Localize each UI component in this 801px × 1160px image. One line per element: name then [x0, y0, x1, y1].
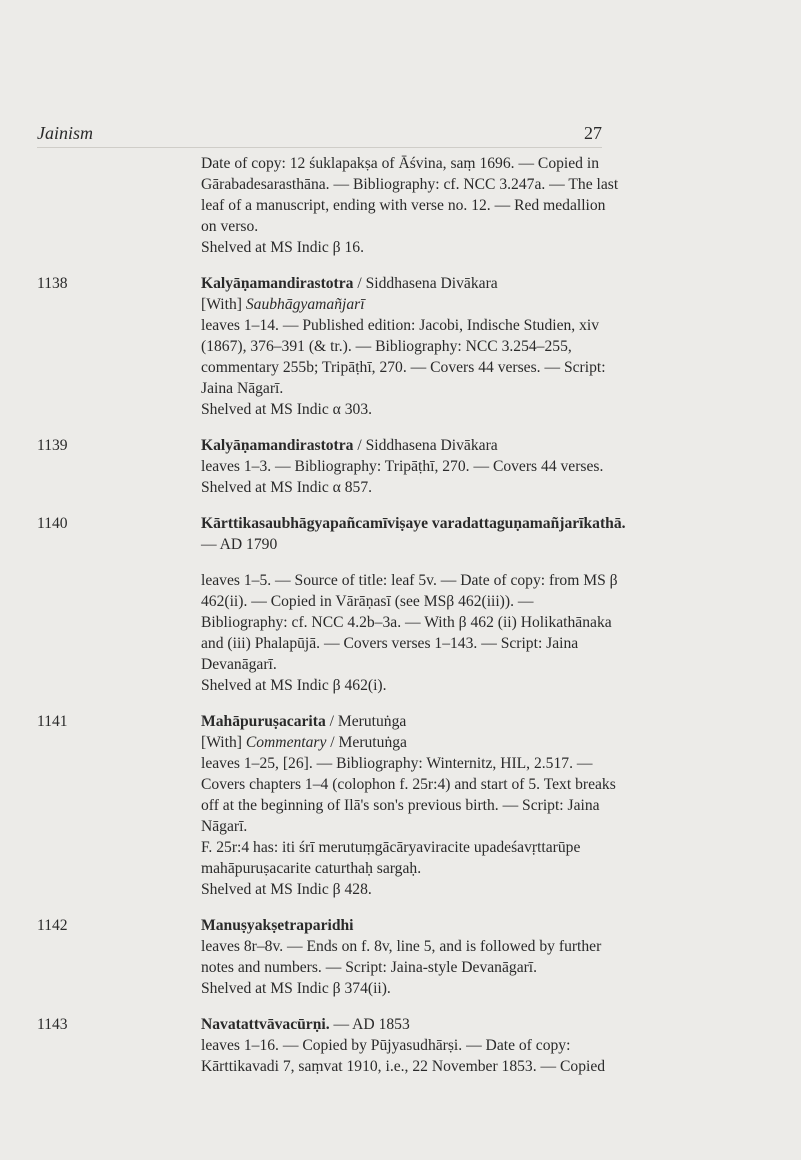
entry-title: Kārttikasaubhāgyapañcamīviṣaye varadattaguṇamañjarīkathā. — [201, 515, 626, 532]
entry-author: / Merutuṅga — [325, 713, 407, 730]
text-line: mahāpuruṣacarite caturthaḥ sargaḥ. — [201, 860, 422, 877]
text-line: notes and numbers. — Script: Jaina-style Devanāgarī. — [201, 959, 538, 976]
entry-title: Kalyāṇamandirastotra — [201, 275, 354, 292]
shelfmark: Shelved at MS Indic α 857. — [201, 479, 373, 496]
text-line: leaves 1–16. — Copied by Pūjyasudhārṣi. — Date of copy: — [201, 1037, 571, 1054]
text-line: and (iii) Phalapūjā. — Covers verses 1–143. — Script: Jaina — [201, 635, 579, 652]
shelfmark: Shelved at MS Indic β 374(ii). — [201, 980, 391, 997]
text-line: Gārabadesarasthāna. — Bibliography: cf. NCC 3.247a. — The last — [201, 176, 619, 193]
entry-number: 1139 — [37, 437, 68, 454]
entry-author: / Siddhasena Divākara — [353, 275, 498, 292]
section-title: Jainism — [37, 123, 93, 143]
text-line: Covers chapters 1–4 (colophon f. 25r:4) and start of 5. Text breaks — [201, 776, 616, 793]
with-suffix: / Merutuṅga — [326, 734, 407, 751]
text-line: leaves 8r–8v. — Ends on f. 8v, line 5, and is followed by further — [201, 938, 602, 955]
text-line: Kārttikavadi 7, saṃvat 1910, i.e., 22 November 1853. — Copied — [201, 1058, 606, 1075]
text-line: (1867), 376–391 (& tr.). — Bibliography: NCC 3.254–255, — [201, 338, 572, 355]
entry-number: 1143 — [37, 1016, 68, 1033]
with-prefix: [With] — [201, 734, 246, 751]
with-line — [201, 732, 602, 753]
page-number: 27 — [584, 123, 602, 143]
catalogue-entry — [37, 273, 606, 420]
text-line: leaves 1–5. — Source of title: leaf 5v. — Date of copy: from MS β — [201, 572, 618, 589]
text-line: leaf of a manuscript, ending with verse no. 12. — Red medallion — [201, 197, 606, 214]
entry-heading — [201, 435, 602, 456]
entry-heading — [201, 1014, 602, 1035]
text-line: on verso. — [201, 218, 259, 235]
with-title: Commentary — [245, 734, 327, 751]
text-line: F. 25r:4 has: iti śrī merutuṃgācāryaviracite upadeśavṛttarūpe — [201, 839, 581, 856]
entry-number: 1140 — [37, 515, 68, 532]
shelfmark: Shelved at MS Indic β 462(i). — [201, 677, 387, 694]
entry-title: Navatattvāvacūrṇi. — [201, 1016, 330, 1033]
text-line: Shelved at MS Indic β 16. — [201, 239, 364, 256]
entry-heading — [201, 711, 602, 732]
text-line: Bibliography: cf. NCC 4.2b–3a. — With β 462 (ii) Holikathānaka — [201, 614, 612, 631]
entry-number: 1141 — [37, 713, 68, 730]
text-line: leaves 1–25, [26]. — Bibliography: Winternitz, HIL, 2.517. — — [201, 755, 593, 772]
with-line — [201, 294, 602, 315]
shelfmark: Shelved at MS Indic β 428. — [201, 881, 372, 898]
entry-number: 1142 — [37, 917, 68, 934]
catalogue-entry — [37, 435, 602, 498]
entry-heading — [201, 273, 602, 294]
continued-entry — [37, 153, 619, 258]
entry-title: Kalyāṇamandirastotra — [201, 437, 354, 454]
entry-date: — AD 1790 — [201, 536, 278, 553]
catalogue-entry — [37, 513, 626, 696]
header-rule — [37, 147, 602, 148]
entry-number: 1138 — [37, 275, 68, 292]
entry-title: Mahāpuruṣacarita — [201, 713, 326, 730]
text-line: commentary 255b; Tripāṭhī, 270. — Covers 44 verses. — Script: — [201, 359, 606, 376]
entry-date: — AD 1853 — [329, 1016, 410, 1033]
text-line: Nāgarī. — [201, 818, 248, 835]
text-line: off at the beginning of Ilā's son's previous birth. — Script: Jaina — [201, 797, 600, 814]
text-line: Date of copy: 12 śuklapakṣa of Āśvina, saṃ 1696. — Copied in — [201, 155, 600, 172]
text-line: Devanāgarī. — [201, 656, 277, 673]
with-title: Saubhāgyamañjarī — [245, 296, 365, 313]
catalogue-entry — [37, 711, 616, 900]
text-line: 462(ii). — Copied in Vārāṇasī (see MSβ 462(iii)). — — [201, 593, 534, 610]
entry-author: / Siddhasena Divākara — [353, 437, 498, 454]
catalogue-entry — [37, 915, 602, 999]
text-line: Jaina Nāgarī. — [201, 380, 284, 397]
text-line: leaves 1–3. — Bibliography: Tripāṭhī, 270. — Covers 44 verses. — [201, 458, 604, 475]
text-line: leaves 1–14. — Published edition: Jacobi, Indische Studien, xiv — [201, 317, 600, 334]
catalogue-entry — [37, 1014, 606, 1077]
entry-title: Manuṣyakṣetraparidhi — [201, 917, 354, 934]
with-prefix: [With] — [201, 296, 246, 313]
page-content — [37, 153, 626, 1077]
shelfmark: Shelved at MS Indic α 303. — [201, 401, 373, 418]
